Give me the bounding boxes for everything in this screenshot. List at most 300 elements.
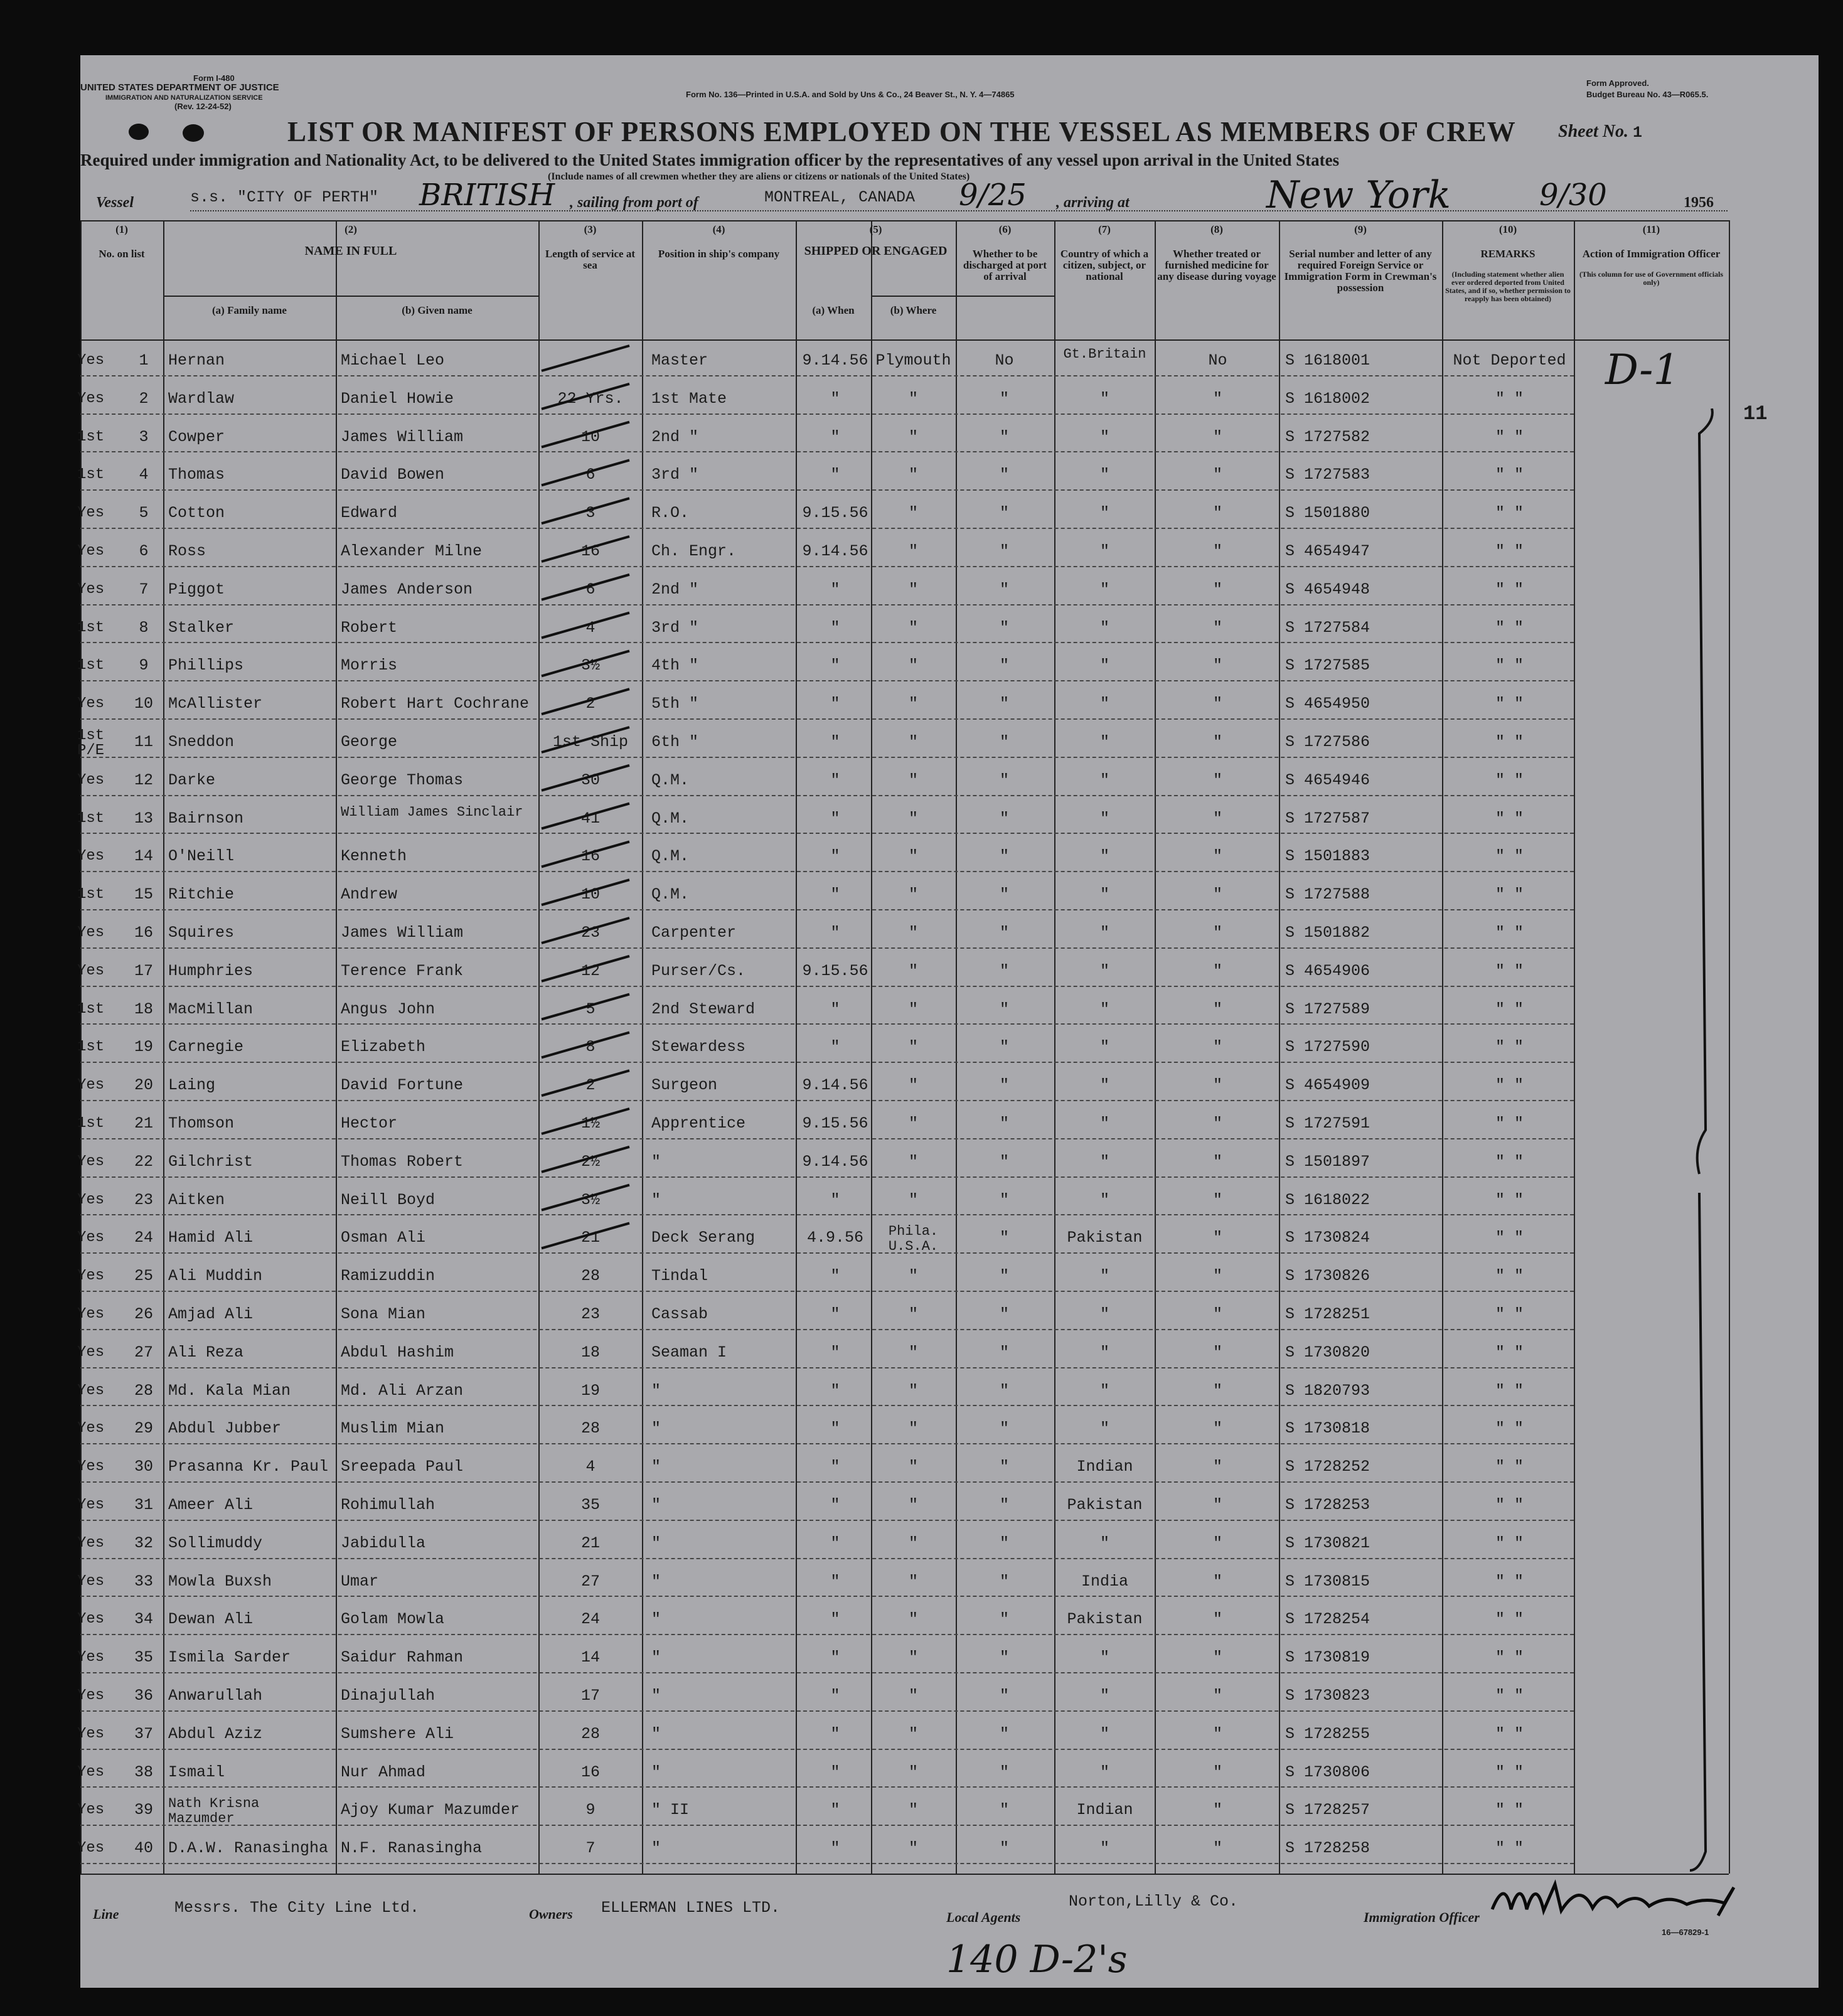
cell-family: Amjad Ali bbox=[168, 1307, 254, 1323]
cell-mark: Yes bbox=[77, 963, 105, 979]
cell-when: " bbox=[830, 1803, 840, 1820]
column-header: Action of Immigration Officer bbox=[1582, 248, 1721, 260]
cell-discharge: " bbox=[999, 391, 1009, 408]
crew-row bbox=[77, 1719, 1729, 1757]
cell-medicine: " bbox=[1212, 429, 1222, 446]
cell-position: Tindal bbox=[651, 1269, 708, 1286]
cell-service: 2 bbox=[585, 1078, 596, 1095]
subheader-divider bbox=[871, 296, 1054, 297]
cell-position: 2nd " bbox=[651, 429, 699, 446]
cell-no: 30 bbox=[134, 1459, 153, 1476]
cell-given: Golam Mowla bbox=[341, 1612, 445, 1629]
cell-medicine: " bbox=[1212, 772, 1222, 789]
cell-where: " bbox=[908, 1803, 918, 1820]
cell-when: 9.15.56 bbox=[802, 1116, 868, 1133]
cell-mark: 1st bbox=[77, 620, 105, 636]
cell-position: " bbox=[651, 1154, 661, 1171]
cell-family: Gilchrist bbox=[168, 1154, 254, 1171]
cell-family: Hernan bbox=[168, 353, 225, 370]
cell-position: Q.M. bbox=[651, 849, 690, 866]
cell-mark: Yes bbox=[77, 582, 105, 598]
cell-country: " bbox=[1099, 1535, 1109, 1552]
cell-discharge: " bbox=[999, 1078, 1009, 1095]
cell-mark: Yes bbox=[77, 1726, 105, 1742]
cell-mark: Yes bbox=[77, 506, 105, 522]
cell-serial: S 1730824 bbox=[1285, 1230, 1370, 1247]
cell-remarks: " " bbox=[1495, 506, 1524, 523]
cell-remarks: " " bbox=[1495, 696, 1524, 713]
cell-serial: S 1727589 bbox=[1285, 1001, 1370, 1018]
cell-serial: S 1727585 bbox=[1285, 658, 1370, 675]
cell-no: 38 bbox=[134, 1764, 153, 1781]
cell-when: " bbox=[830, 391, 840, 408]
cell-country: " bbox=[1099, 696, 1109, 713]
cell-mark: Yes bbox=[77, 925, 105, 941]
cell-country: " bbox=[1099, 391, 1109, 408]
cell-country: Pakistan bbox=[1067, 1498, 1143, 1514]
cell-medicine: " bbox=[1212, 1383, 1222, 1400]
cell-where: " bbox=[908, 429, 918, 446]
column-number: (11) bbox=[1642, 223, 1660, 235]
cell-medicine: " bbox=[1212, 658, 1222, 675]
cell-remarks: " " bbox=[1495, 1841, 1524, 1858]
cell-remarks: " " bbox=[1495, 1307, 1524, 1323]
cell-where: " bbox=[908, 1269, 918, 1286]
cell-where: Plymouth bbox=[875, 353, 951, 370]
cell-medicine: " bbox=[1212, 1269, 1222, 1286]
cell-service: 41 bbox=[580, 811, 600, 828]
cell-discharge: " bbox=[999, 925, 1009, 942]
cell-when: " bbox=[830, 1383, 840, 1400]
cell-given: Abdul Hashim bbox=[341, 1345, 454, 1362]
cell-position: Apprentice bbox=[651, 1116, 746, 1133]
column-number: (3) bbox=[584, 223, 597, 235]
crew-row bbox=[77, 880, 1729, 918]
cell-where: " bbox=[908, 1001, 918, 1018]
sheet-label: Sheet No. bbox=[1558, 122, 1628, 141]
cell-position: 6th " bbox=[651, 735, 699, 751]
cell-family: Abdul Jubber bbox=[168, 1421, 282, 1438]
cell-when: " bbox=[830, 1841, 840, 1858]
cell-no: 9 bbox=[139, 658, 149, 675]
cell-serial: S 1618002 bbox=[1285, 391, 1370, 408]
column-number: (7) bbox=[1098, 223, 1111, 235]
cell-remarks: " " bbox=[1495, 1192, 1524, 1209]
cell-discharge: " bbox=[999, 1841, 1009, 1858]
cell-when: " bbox=[830, 696, 840, 713]
cell-given: George Thomas bbox=[341, 772, 464, 789]
cell-remarks: " " bbox=[1495, 658, 1524, 675]
cell-when: " bbox=[830, 1345, 840, 1362]
cell-when: 9.14.56 bbox=[802, 544, 868, 560]
cell-service: 2 bbox=[585, 696, 596, 713]
cell-no: 33 bbox=[134, 1574, 153, 1591]
cell-no: 5 bbox=[139, 506, 149, 523]
cell-family: Laing bbox=[168, 1078, 216, 1095]
cell-family: Dewan Ali bbox=[168, 1612, 254, 1629]
cell-country: Indian bbox=[1076, 1803, 1133, 1820]
cell-family: Cotton bbox=[168, 506, 225, 523]
crew-row bbox=[77, 1681, 1729, 1719]
cell-given: James William bbox=[341, 429, 464, 446]
cell-given: Saidur Rahman bbox=[341, 1650, 464, 1667]
cell-when: " bbox=[830, 582, 840, 599]
cell-serial: S 1820793 bbox=[1285, 1383, 1370, 1400]
cell-discharge: " bbox=[999, 696, 1009, 713]
cell-remarks: " " bbox=[1495, 1764, 1524, 1781]
cell-position: 2nd Steward bbox=[651, 1001, 756, 1018]
cell-given: Alexander Milne bbox=[341, 544, 483, 560]
cell-mark: Yes bbox=[77, 1535, 105, 1552]
cell-service: 17 bbox=[580, 1688, 600, 1705]
cell-serial: S 1727582 bbox=[1285, 429, 1370, 446]
crew-row bbox=[77, 1223, 1729, 1261]
cell-family: Anwarullah bbox=[168, 1688, 263, 1705]
crew-row bbox=[77, 1032, 1729, 1070]
subheader-divider bbox=[163, 296, 538, 297]
cell-given: Michael Leo bbox=[341, 353, 445, 370]
column-subheader: (b) Given name bbox=[402, 304, 473, 316]
cell-medicine: " bbox=[1212, 1612, 1222, 1629]
cell-when: " bbox=[830, 1498, 840, 1514]
cell-family: Sneddon bbox=[168, 735, 235, 751]
cell-discharge: " bbox=[999, 1459, 1009, 1476]
cell-no: 12 bbox=[134, 772, 153, 789]
cell-where: " bbox=[908, 1040, 918, 1057]
cell-medicine: " bbox=[1212, 696, 1222, 713]
cell-given: Robert Hart Cochrane bbox=[341, 696, 529, 713]
ink-blot-marks bbox=[118, 118, 243, 156]
department: UNITED STATES DEPARTMENT OF JUSTICE bbox=[80, 82, 279, 93]
cell-country: Pakistan bbox=[1067, 1230, 1143, 1247]
cell-mark: 1st bbox=[77, 887, 105, 904]
cell-given: James William bbox=[341, 925, 464, 942]
crew-row bbox=[77, 575, 1729, 613]
cell-where: " bbox=[908, 1345, 918, 1362]
line-label: Line bbox=[93, 1906, 119, 1922]
cell-no: 29 bbox=[134, 1421, 153, 1438]
cell-remarks: " " bbox=[1495, 811, 1524, 828]
cell-where: " bbox=[908, 887, 918, 904]
cell-family: Cowper bbox=[168, 429, 225, 446]
cell-family: Ritchie bbox=[168, 887, 235, 904]
cell-medicine: " bbox=[1212, 849, 1222, 866]
cell-discharge: " bbox=[999, 506, 1009, 523]
cell-family: Carnegie bbox=[168, 1040, 244, 1057]
cell-country: " bbox=[1099, 735, 1109, 751]
column-number: (9) bbox=[1354, 223, 1367, 235]
cell-family: Ameer Ali bbox=[168, 1498, 254, 1514]
cell-serial: S 1730818 bbox=[1285, 1421, 1370, 1438]
cell-where: " bbox=[908, 1650, 918, 1667]
cell-discharge: " bbox=[999, 1764, 1009, 1781]
cell-given: Angus John bbox=[341, 1001, 435, 1018]
cell-country: " bbox=[1099, 544, 1109, 560]
crew-row bbox=[77, 460, 1729, 498]
cell-where: " bbox=[908, 772, 918, 789]
vessel-label: Vessel bbox=[96, 195, 134, 211]
cell-discharge: " bbox=[999, 1154, 1009, 1171]
cell-serial: S 4654909 bbox=[1285, 1078, 1370, 1095]
cell-country: " bbox=[1099, 506, 1109, 523]
cell-service: 16 bbox=[580, 849, 600, 866]
cell-mark: 1st bbox=[77, 811, 105, 827]
cell-service: 24 bbox=[580, 1612, 600, 1629]
cell-when: " bbox=[830, 1535, 840, 1552]
cell-no: 18 bbox=[134, 1001, 153, 1018]
cell-no: 35 bbox=[134, 1650, 153, 1667]
cell-discharge: " bbox=[999, 1726, 1009, 1743]
column-header: Whether treated or furnished medicine for any disease during voyage bbox=[1157, 248, 1276, 282]
cell-serial: S 1727590 bbox=[1285, 1040, 1370, 1057]
cell-mark: 1st P/E bbox=[77, 728, 105, 758]
cell-mark: Yes bbox=[77, 1421, 105, 1437]
cell-no: 16 bbox=[134, 925, 153, 942]
cell-where: " bbox=[908, 620, 918, 637]
cell-position: " bbox=[651, 1650, 661, 1667]
cell-medicine: " bbox=[1212, 1688, 1222, 1705]
cell-serial: S 1501897 bbox=[1285, 1154, 1370, 1171]
crew-row bbox=[77, 995, 1729, 1033]
service-strike-marks bbox=[535, 343, 661, 1284]
cell-service: 7 bbox=[585, 1841, 596, 1858]
cell-discharge: " bbox=[999, 658, 1009, 675]
cell-remarks: " " bbox=[1495, 1383, 1524, 1400]
crew-row bbox=[77, 1070, 1729, 1109]
cell-medicine: " bbox=[1212, 1764, 1222, 1781]
crew-row bbox=[77, 841, 1729, 880]
form-number: Form I-480 bbox=[193, 73, 235, 83]
cell-serial: S 1730815 bbox=[1285, 1574, 1370, 1591]
crew-row bbox=[77, 689, 1729, 727]
cell-where: " bbox=[908, 1764, 918, 1781]
cell-country: " bbox=[1099, 811, 1109, 828]
column-number: (2) bbox=[345, 223, 357, 235]
cell-when: " bbox=[830, 467, 840, 484]
cell-position: 2nd " bbox=[651, 582, 699, 599]
cell-serial: S 1730819 bbox=[1285, 1650, 1370, 1667]
cell-country: " bbox=[1099, 1383, 1109, 1400]
cell-service: 21 bbox=[580, 1230, 600, 1247]
port-of-departure: MONTREAL, CANADA bbox=[764, 188, 916, 206]
cell-country: " bbox=[1099, 620, 1109, 637]
cell-mark: Yes bbox=[77, 1192, 105, 1208]
cell-remarks: " " bbox=[1495, 1574, 1524, 1591]
cell-serial: S 1501883 bbox=[1285, 849, 1370, 866]
cell-mark: 1st bbox=[77, 429, 105, 445]
cell-remarks: " " bbox=[1495, 925, 1524, 942]
cell-serial: S 1730823 bbox=[1285, 1688, 1370, 1705]
cell-no: 39 bbox=[134, 1803, 153, 1820]
cell-family: Stalker bbox=[168, 620, 235, 637]
cell-position: Stewardess bbox=[651, 1040, 746, 1057]
cell-mark: 1st bbox=[77, 1040, 105, 1056]
cell-where: " bbox=[908, 1459, 918, 1476]
cell-family: McAllister bbox=[168, 696, 263, 713]
cell-service: 3½ bbox=[580, 658, 600, 675]
cell-remarks: " " bbox=[1495, 849, 1524, 866]
cell-serial: S 1501880 bbox=[1285, 506, 1370, 523]
cell-serial: S 1727588 bbox=[1285, 887, 1370, 904]
cell-where: " bbox=[908, 1498, 918, 1514]
cell-when: 9.14.56 bbox=[802, 1078, 868, 1095]
cell-when: " bbox=[830, 1612, 840, 1629]
cell-remarks: " " bbox=[1495, 963, 1524, 980]
cell-where: " bbox=[908, 1574, 918, 1591]
cell-family: Ali Muddin bbox=[168, 1269, 263, 1286]
cell-serial: S 1730826 bbox=[1285, 1269, 1370, 1286]
cell-family: Prasanna Kr. Paul bbox=[168, 1459, 329, 1476]
cell-no: 15 bbox=[134, 887, 153, 904]
cell-medicine: " bbox=[1212, 1726, 1222, 1743]
vessel-name: s.s. "CITY OF PERTH" bbox=[190, 188, 379, 206]
cell-discharge: " bbox=[999, 1421, 1009, 1438]
crew-row bbox=[77, 1567, 1729, 1605]
owners-value: ELLERMAN LINES LTD. bbox=[601, 1899, 781, 1917]
cell-service: 9 bbox=[585, 1803, 596, 1820]
cell-no: 21 bbox=[134, 1116, 153, 1133]
cell-when: " bbox=[830, 1650, 840, 1667]
cell-mark: Yes bbox=[77, 1269, 105, 1285]
cell-where: " bbox=[908, 467, 918, 484]
cell-remarks: " " bbox=[1495, 1688, 1524, 1705]
crew-row bbox=[77, 498, 1729, 536]
cell-mark: Yes bbox=[77, 1154, 105, 1170]
cell-no: 1 bbox=[139, 353, 149, 370]
cell-country: " bbox=[1099, 1421, 1109, 1438]
cell-position: " bbox=[651, 1459, 661, 1476]
cell-position: Cassab bbox=[651, 1307, 708, 1323]
cell-given: Sumshere Ali bbox=[341, 1726, 454, 1743]
cell-where: " bbox=[908, 1154, 918, 1171]
cell-country: " bbox=[1099, 1764, 1109, 1781]
cell-discharge: " bbox=[999, 582, 1009, 599]
cell-no: 17 bbox=[134, 963, 153, 980]
cell-position: Deck Serang bbox=[651, 1230, 756, 1247]
cell-discharge: " bbox=[999, 1650, 1009, 1667]
cell-discharge: " bbox=[999, 811, 1009, 828]
bottom-annotation: 140 D-2's bbox=[946, 1938, 1128, 1981]
cell-no: 25 bbox=[134, 1269, 153, 1286]
cell-serial: S 1501882 bbox=[1285, 925, 1370, 942]
cell-serial: S 4654948 bbox=[1285, 582, 1370, 599]
cell-when: " bbox=[830, 811, 840, 828]
crew-row bbox=[77, 384, 1729, 422]
cell-family: Ali Reza bbox=[168, 1345, 244, 1362]
cell-country: " bbox=[1099, 429, 1109, 446]
cell-serial: S 4654947 bbox=[1285, 544, 1370, 560]
cell-serial: S 1730821 bbox=[1285, 1535, 1370, 1552]
column-header: REMARKS bbox=[1480, 248, 1536, 260]
cell-discharge: " bbox=[999, 1040, 1009, 1057]
cell-mark: Yes bbox=[77, 1078, 105, 1094]
cell-country: " bbox=[1099, 1688, 1109, 1705]
cell-medicine: " bbox=[1212, 1535, 1222, 1552]
cell-remarks: " " bbox=[1495, 1116, 1524, 1133]
cell-service: 3 bbox=[585, 506, 596, 523]
cell-discharge: " bbox=[999, 429, 1009, 446]
cell-country: Indian bbox=[1076, 1459, 1133, 1476]
cell-mark: Yes bbox=[77, 1764, 105, 1781]
cell-remarks: " " bbox=[1495, 1154, 1524, 1171]
cell-country: " bbox=[1099, 1040, 1109, 1057]
cell-family: Ismila Sarder bbox=[168, 1650, 291, 1667]
crew-table bbox=[77, 220, 1812, 1877]
cell-service: 19 bbox=[580, 1383, 600, 1400]
cell-when: " bbox=[830, 429, 840, 446]
cell-country: " bbox=[1099, 1307, 1109, 1323]
crew-row bbox=[77, 1643, 1729, 1681]
cell-given: George bbox=[341, 735, 398, 751]
cell-serial: S 1728253 bbox=[1285, 1498, 1370, 1514]
crew-row bbox=[77, 1261, 1729, 1299]
cell-given: Sona Mian bbox=[341, 1307, 426, 1323]
cell-family: Humphries bbox=[168, 963, 254, 980]
cell-remarks: " " bbox=[1495, 467, 1524, 484]
cell-remarks: " " bbox=[1495, 1078, 1524, 1095]
cell-serial: S 1730806 bbox=[1285, 1764, 1370, 1781]
cell-discharge: " bbox=[999, 1612, 1009, 1629]
crew-row bbox=[77, 422, 1729, 461]
crew-row bbox=[77, 918, 1729, 956]
cell-position: Carpenter bbox=[651, 925, 737, 942]
cell-discharge: " bbox=[999, 963, 1009, 980]
cell-position: 4th " bbox=[651, 658, 699, 675]
cell-country: India bbox=[1081, 1574, 1128, 1591]
cell-family: Ismail bbox=[168, 1764, 225, 1781]
year: 1956 bbox=[1684, 195, 1714, 211]
column-header: NAME IN FULL bbox=[304, 244, 397, 258]
cell-when: " bbox=[830, 772, 840, 789]
crew-row bbox=[77, 1757, 1729, 1796]
cell-country: " bbox=[1099, 658, 1109, 675]
cell-medicine: " bbox=[1212, 1040, 1222, 1057]
cell-family: Aitken bbox=[168, 1192, 225, 1209]
crew-row bbox=[77, 765, 1729, 804]
cell-family: Thomas bbox=[168, 467, 225, 484]
cell-serial: S 4654906 bbox=[1285, 963, 1370, 980]
cell-position: Seaman I bbox=[651, 1345, 727, 1362]
cell-when: " bbox=[830, 735, 840, 751]
cell-country: " bbox=[1099, 925, 1109, 942]
cell-position: Ch. Engr. bbox=[651, 544, 737, 560]
cell-position: " bbox=[651, 1498, 661, 1514]
cell-no: 40 bbox=[134, 1841, 153, 1858]
cell-country: " bbox=[1099, 1269, 1109, 1286]
service: IMMIGRATION AND NATURALIZATION SERVICE bbox=[105, 94, 263, 102]
cell-no: 24 bbox=[134, 1230, 153, 1247]
cell-service: 22 Yrs. bbox=[557, 391, 624, 408]
cell-when: " bbox=[830, 925, 840, 942]
cell-country: Pakistan bbox=[1067, 1612, 1143, 1629]
column-header: Position in ship's company bbox=[658, 248, 780, 260]
cell-country: " bbox=[1099, 467, 1109, 484]
cell-when: " bbox=[830, 1574, 840, 1591]
printer-line: Form No. 136—Printed in U.S.A. and Sold by Uns & Co., 24 Beaver St., N. Y. 4—74865 bbox=[686, 90, 1015, 99]
cell-discharge: " bbox=[999, 1192, 1009, 1209]
cell-medicine: " bbox=[1212, 735, 1222, 751]
cell-no: 7 bbox=[139, 582, 149, 599]
cell-service: 27 bbox=[580, 1574, 600, 1591]
cell-discharge: " bbox=[999, 735, 1009, 751]
cell-mark: Yes bbox=[77, 1230, 105, 1247]
immigration-officer-label: Immigration Officer bbox=[1364, 1909, 1480, 1925]
cell-serial: S 4654950 bbox=[1285, 696, 1370, 713]
cell-position: " bbox=[651, 1421, 661, 1438]
cell-no: 36 bbox=[134, 1688, 153, 1705]
crew-row bbox=[77, 1338, 1729, 1376]
cell-family: Mowla Buxsh bbox=[168, 1574, 272, 1591]
